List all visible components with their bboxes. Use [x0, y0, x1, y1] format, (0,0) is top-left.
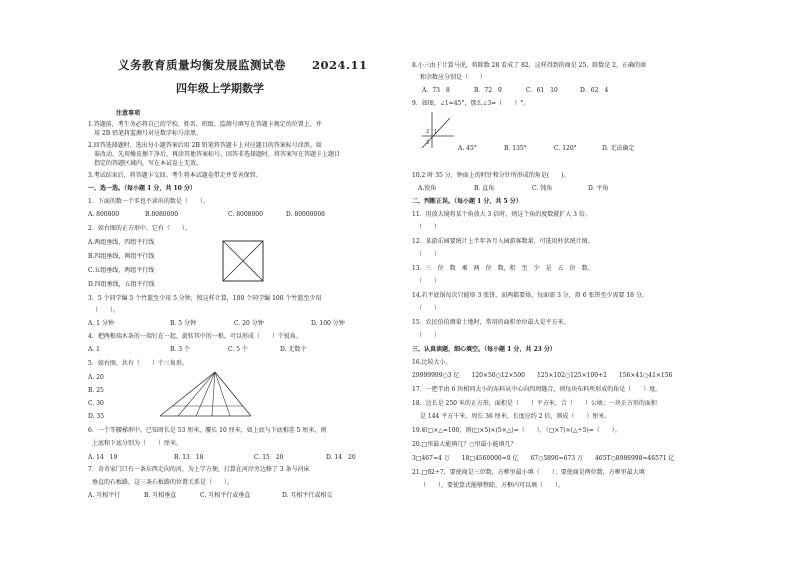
section-2-heading: 二、判断正误。（每小题 1 分，共 5 分）: [412, 198, 522, 205]
q5-option-c: C. 30: [88, 400, 104, 407]
notice-heading: 注意事项: [116, 110, 141, 117]
angle-figure: [420, 110, 456, 150]
question-15: 15．农民伯伯测量土地时，常用的面积单位最大是平方米。: [412, 319, 570, 326]
left-column: [88, 0, 393, 562]
question-6-line2: 上底和下底分别为（ ）厘米。: [92, 440, 183, 447]
q10-option-b: B. 直角: [474, 185, 495, 192]
right-column: [412, 0, 712, 562]
question-16: 16.比较大小。: [412, 359, 452, 366]
q8-option-c: C．61 10: [526, 87, 558, 94]
question-13: 13．三 位 数 乘 两 位 数，积 至 少 是 五 位 数。: [412, 265, 594, 272]
q9-option-d: D. 无法确定: [602, 145, 635, 152]
q6-option-c: C. 15 20: [254, 454, 284, 461]
q7-option-b: B. 互相垂直: [144, 492, 177, 499]
notice-line: 指定的答题区域内，写在本试卷上无效。: [94, 160, 203, 167]
question-11: 11．用放大镜将某个角放大 3 倍时，则这个角的度数就扩大 3 倍。: [412, 211, 591, 218]
q6-option-d: D. 14 20: [326, 454, 356, 461]
answer-blank[interactable]: （ ）: [416, 251, 441, 258]
q6-option-a: A. 14 19: [88, 454, 118, 461]
question-3-line1: 3．5 个同学编 5 个竹篮至少用 5 分钟，照这样计算，100 个同学编 100 个竹篮至少用: [88, 295, 322, 302]
question-17: 17．一把半由 6 块相同大小的布料从中心向四周缝合，则每块布料所形成的角是（ ）度。: [412, 386, 662, 393]
q3-option-b: B. 5 分钟: [170, 320, 196, 327]
answer-blank[interactable]: （ ）: [416, 278, 441, 285]
angle-label-3: 3: [426, 140, 430, 146]
question-1: 1．下面的数一个零也不读出的数是（ ）。: [88, 198, 209, 205]
question-10: 10.2 时 35 分，钟面上的时针和分针所形成的角是( )。: [412, 172, 570, 179]
q7-option-a: A. 互相平行: [88, 492, 121, 499]
answer-blank[interactable]: （ ）: [416, 224, 441, 231]
q8-option-a: A．73 8: [422, 87, 450, 94]
notice-line: 需改动，先用橡皮擦干净后，再涂其他答案标号。回答非选择题时，将答案写在答题卡上题目: [94, 151, 341, 158]
question-12: 12．某游乐园要统计上半年各月入园游客数量，可选用柱状统计图。: [412, 238, 594, 245]
q9-option-c: C. 120°: [554, 145, 577, 152]
question-9: 9．如图，∠1=45°，那么∠3=（ ）°。: [412, 100, 530, 107]
q5-option-a: A. 20: [88, 374, 104, 381]
question-18-line1: 18．边长是 250 米的正方形，面积是（ ）平方米，合（ ）公顷；一块正方形的面积: [412, 400, 657, 407]
q9-option-b: B. 135°: [504, 145, 527, 152]
question-2: 2．如右图的正方形中，它有（ ）。: [88, 225, 191, 232]
notice-line: 2.回答选择题时，选出每小题答案后用 2B 铅笔将答题卡上对应题目的答案标号涂黑。如: [88, 142, 322, 149]
square-diagonals-figure: [222, 240, 264, 282]
q2-option-b: B.四组垂线，两组平行线: [88, 253, 155, 260]
q4-option-c: C. 5 个: [228, 346, 248, 353]
q1-option-b: B.8080000: [145, 211, 179, 218]
question-7-line2: 垂直的石板路，这三条石板路的位置关系是（ ）。: [92, 479, 234, 486]
question-5: 5．如右图，共有（ ）个三角形。: [88, 360, 188, 367]
answer-blank[interactable]: （ ）: [416, 332, 441, 339]
q7-option-c: C. 互相平行或垂直: [200, 492, 251, 499]
question-8-line2: 和余数应分别是（ ）: [420, 74, 487, 81]
q9-option-a: A. 45°: [458, 145, 477, 152]
q3-option-a: A. 1 分钟: [88, 320, 114, 327]
question-20: 20.□里最大能填几？○里最小能填几？: [412, 441, 517, 448]
section-3-heading: 三、认真读题，细心填空。（每小题 1 分，共 23 分）: [412, 346, 556, 353]
question-18-line2: 是 144 平方千米，周长 36 厘米，长度应约 2 倍，则成（ ）厘米。: [420, 413, 611, 420]
q10-option-d: D. 平角: [588, 185, 609, 192]
angle-label-2: 2: [426, 129, 430, 135]
q2-option-d: D.四组垂线，五组平行线: [88, 281, 155, 288]
notice-line: 用 2B 铅笔将监测号对应数字标号涂黑。: [94, 130, 203, 137]
exam-date: 2024.11: [312, 58, 368, 72]
q3-option-d: D. 100 分钟: [311, 320, 345, 327]
answer-blank[interactable]: （ ）: [416, 305, 441, 312]
q8-option-d: D．62 4: [580, 87, 609, 94]
question-14: 14.若平底锅每次只能烙 3 张饼，而两都要烙，每面需 3 分，烙 6 张饼至少需要 18 分。: [412, 292, 648, 299]
q10-option-c: C. 钝角: [532, 185, 553, 192]
q7-option-d: D. 互相平行或相交: [282, 492, 333, 499]
exam-title: 义务教育质量均衡发展监测试卷: [118, 58, 286, 72]
q2-option-a: A.两组垂线，四组平行线: [88, 239, 155, 246]
q1-option-c: C. 8008000: [228, 211, 263, 218]
exam-subtitle: 四年级上学期数学: [176, 82, 264, 95]
q8-option-b: B．72 9: [474, 87, 502, 94]
notice-line: 1.答题前，考生务必将自己的学校、姓名、班级、监测号填写在答题卡规定的位置上，并: [88, 121, 322, 128]
question-21-line1: 21.□92÷7，要使商是三位数，方框里最小填（ ）；要使商是两位数，方框里最大填: [412, 469, 645, 476]
question-16-items: 29999999○3 亿 120×50○12×500 125×102○125×100+2 156×41○41×156: [412, 372, 673, 379]
angle-label-1: 1: [434, 129, 438, 135]
q10-option-a: A.锐角: [418, 185, 437, 192]
q3-option-c: C. 20 分钟: [234, 320, 264, 327]
question-6-line1: 6．一个等腰梯形中，已知周长是 53 厘米，腰长 10 厘米，如上底与下底相差 5 厘米，则: [88, 427, 327, 434]
q6-option-b: B. 13 18: [174, 454, 204, 461]
q4-option-b: B. 3 个: [170, 346, 190, 353]
q4-option-a: A. 1: [88, 346, 100, 353]
question-8-line1: 8.小三由于计算马虎，将除数 28 看成了 82，这样得到的商是 25，除数是 2，正确的商: [412, 62, 646, 69]
q1-option-a: A. 800800: [88, 211, 120, 218]
question-20-items: 3□467≈4 万 18□4560000≈9 亿 67○5890≈673 万 465T○8986998≈46571 亿: [412, 455, 675, 462]
q5-option-d: D. 35: [88, 413, 105, 420]
question-4: 4．把两根端木条的一端钉在一起，旋转其中的一根，可以形成（ ）个锐角。: [88, 333, 302, 340]
notice-line: 3.考试结束后，将答题卡交回。考生将本试题卷带走并妥善保管。: [88, 172, 262, 179]
triangle-fan-figure: [158, 370, 253, 418]
q1-option-d: D. 80000008: [286, 211, 325, 218]
question-19: 19.如□×△=100，则(□×5)×(5×△)=（ ），（□×7)×(△÷5)=（ ）。: [412, 427, 621, 434]
q5-option-b: B. 25: [88, 387, 104, 394]
section-1-heading: 一、选一选。（每小题 1 分，共 10 分）: [88, 185, 196, 192]
question-7-line1: 7．奇奇家门口有一条东西走向的河，为上学方便，打算在河岸旁边修了 3 条与河床: [88, 466, 310, 473]
q4-option-d: D. 无数个: [280, 346, 307, 353]
question-3-line2: （ ）。: [92, 307, 120, 314]
q2-option-c: C.五组垂线，两组平行线: [88, 267, 155, 274]
question-21-line2: （ ），要使算式能够整除，方框内可以填（ ）。: [420, 482, 565, 489]
